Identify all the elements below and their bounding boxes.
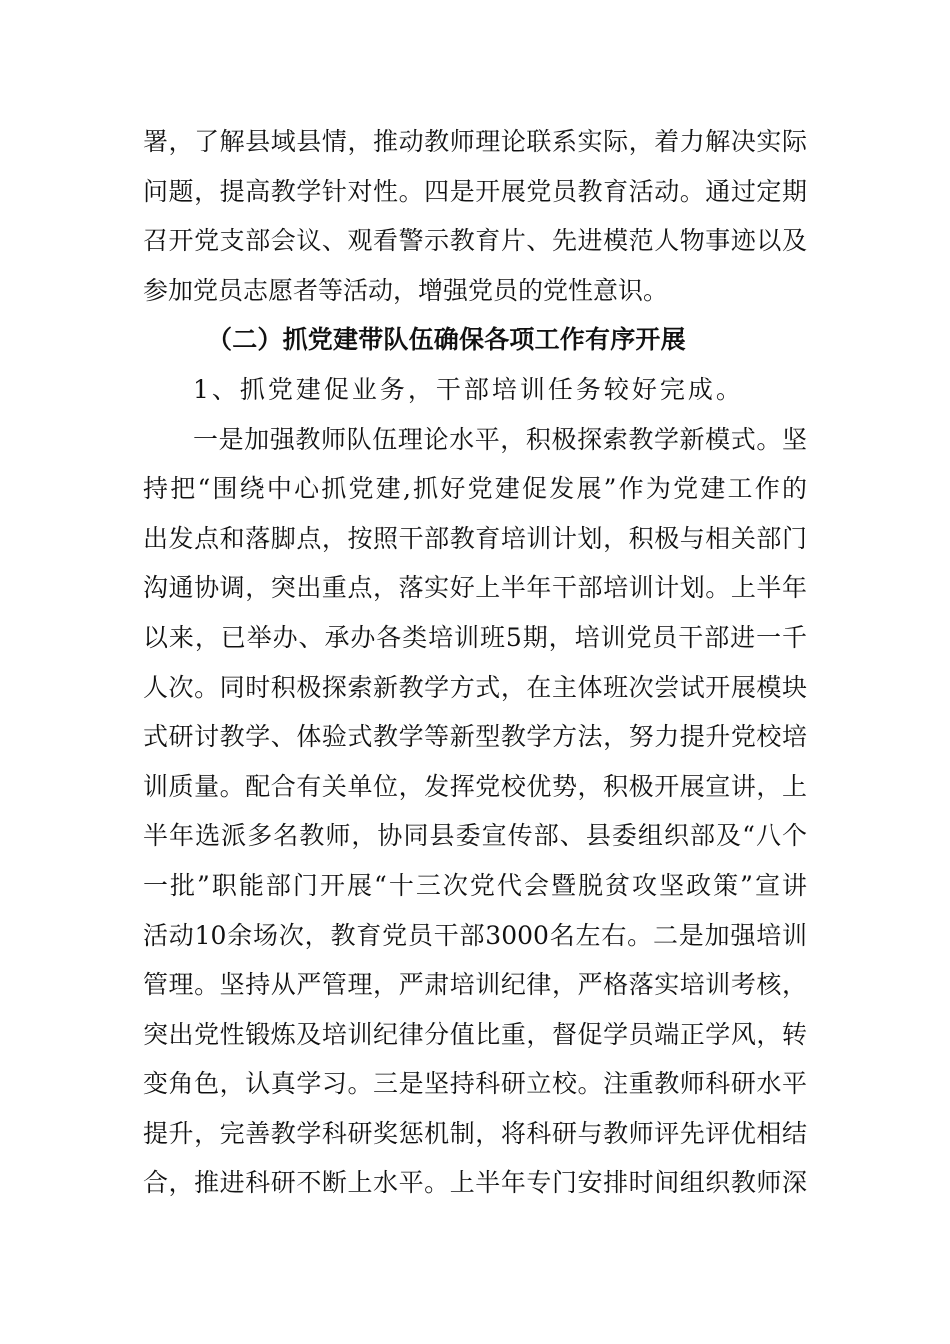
text-line: 变角色，认真学习。三是坚持科研立校。注重教师科研水平 (143, 1069, 807, 1099)
text-line: 管理。坚持从严管理，严肃培训纪律，严格落实培训考核， (143, 970, 807, 1000)
text-line: 以来，已举办、承办各类培训班5期，培训党员干部进一千 (143, 622, 807, 652)
text-line: 人次。同时积极探索新教学方式，在主体班次尝试开展模块 (143, 672, 807, 702)
text-line: 训质量。配合有关单位，发挥党校优势，积极开展宣讲，上 (143, 771, 807, 801)
text-line: 一是加强教师队伍理论水平，积极探索教学新模式。坚 (193, 424, 807, 454)
text-line: 沟通协调，突出重点，落实好上半年干部培训计划。上半年 (143, 573, 807, 603)
section-heading (143, 319, 807, 369)
text-line: 参加党员志愿者等活动，增强党员的党性意识。 (143, 275, 669, 305)
text-line: 署，了解县域县情，推动教师理论联系实际，着力解决实际 (143, 127, 807, 156)
sub-heading-text: 1、抓党建促业务，干部培训任务较好完成。 (193, 374, 744, 404)
text-line: 问题，提高教学针对性。四是开展党员教育活动。通过定期 (143, 176, 807, 206)
text-line: 提升，完善教学科研奖惩机制，将科研与教师评先评优相结 (143, 1118, 807, 1148)
text-line: 召开党支部会议、观看警示教育片、先进模范人物事迹以及 (143, 226, 807, 256)
section-heading-text: （二）抓党建带队伍确保各项工作有序开展 (207, 325, 686, 355)
text-line: 突出党性锻炼及培训纪律分值比重，督促学员端正学风，转 (143, 1019, 807, 1049)
text-line: 合，推进科研不断上水平。上半年专门安排时间组织教师深 (143, 1168, 807, 1198)
text-line: 持把“围绕中心抓党建,抓好党建促发展”作为党建工作的 (143, 474, 807, 504)
text-line: 活动10余场次，教育党员干部3000名左右。二是加强培训 (143, 920, 807, 950)
sub-heading (143, 369, 807, 419)
text-line: 式研讨教学、体验式教学等新型教学方法，努力提升党校培 (143, 722, 807, 752)
paragraph-body (143, 419, 807, 1213)
document-body (143, 121, 807, 1212)
paragraph-continued (143, 121, 807, 319)
text-line: 半年选派多名教师，协同县委宣传部、县委组织部及“八个 (143, 821, 807, 851)
text-line: 出发点和落脚点，按照干部教育培训计划，积极与相关部门 (143, 523, 807, 553)
text-line: 一批”职能部门开展“十三次党代会暨脱贫攻坚政策”宣讲 (143, 870, 807, 900)
